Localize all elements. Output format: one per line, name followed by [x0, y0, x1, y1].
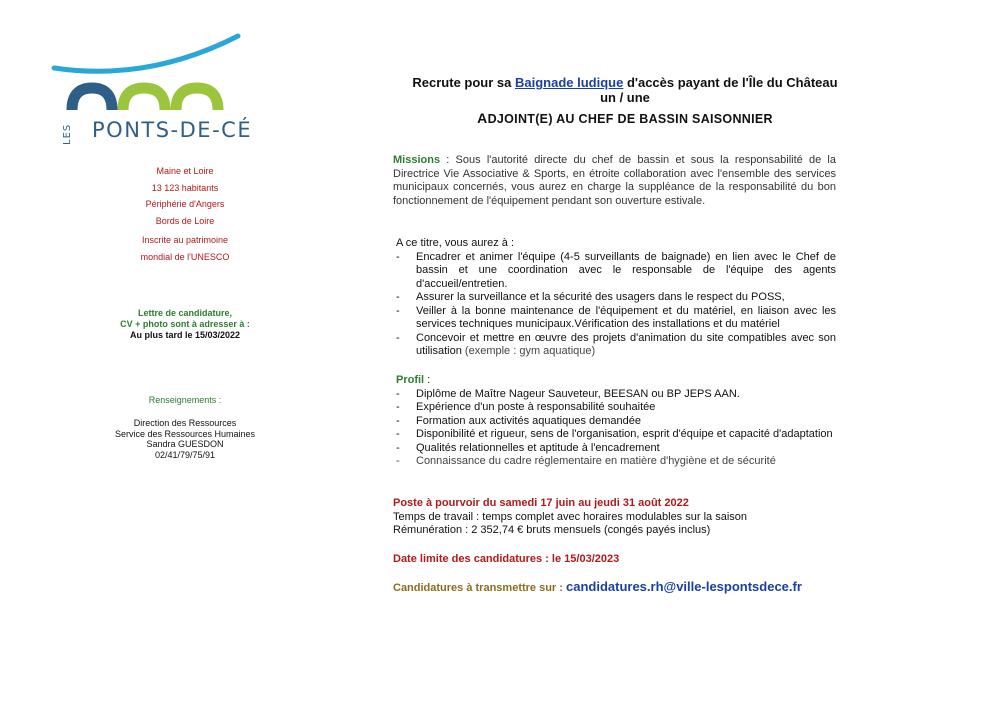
profile-item: - Expérience d'un poste à responsabilité souhaitée [393, 401, 836, 415]
tasks-section [393, 237, 836, 359]
apply-line-2: CV + photo sont à adresser à : [120, 319, 250, 329]
profile-label: Profil [396, 374, 425, 386]
task-item: - Assurer la surveillance et la sécurité des usagers dans le respect du POSS, [393, 291, 836, 305]
header-line-1: Recrute pour sa Baignade ludique d'accès payant de l'Île du Château [412, 75, 838, 90]
fact-location: Périphérie d'Angers [145, 199, 225, 209]
task-item: - Concevoir et mettre en œuvre des projets d'animation du site compatibles avec son utilisation (exemple : gym aquatique) [393, 332, 836, 359]
position-hours: Temps de travail : temps complet avec horaires modulables sur la saison [393, 510, 747, 523]
contact-person: Sandra GUESDON [146, 439, 224, 449]
profile-item: - Qualités relationnelles et aptitude à l'encadrement [393, 442, 836, 456]
contact-phone: 02/41/79/75/91 [154, 449, 216, 460]
application-label: Candidatures à transmettre sur : [393, 582, 566, 594]
application-contact [393, 580, 836, 596]
logo-les: LES [62, 123, 73, 145]
bridge-arches-icon [48, 30, 248, 125]
position-dates: Poste à pourvoir du samedi 17 juin au jeudi 31 août 2022 [393, 497, 689, 509]
position-details [393, 497, 836, 538]
position-salary: Rémunération : 2 352,74 € bruts mensuels (congés payés inclus) [393, 524, 711, 536]
application-instructions [100, 308, 270, 341]
profile-item: - Diplôme de Maître Nageur Sauveteur, BEESAN ou BP JEPS AAN. [393, 388, 836, 402]
contact-info [100, 392, 270, 460]
contact-direction: Direction des Ressources [133, 418, 237, 428]
missions-text: : Sous l'autorité directe du chef de bassin et sous la responsabilité de la Directrice Vie Associative & Sports, en étroite collaboration avec l'ensemble des services municipaux concernés, vous aurez en charge la suppléance de la responsabilité du bon fonctionnement de l'équipement pendant son ouverture estivale. [393, 154, 836, 207]
task-item: - Encadrer et animer l'équipe (4-5 surveillants de baignade) en lien avec le Chef de bassin et une coordination avec le responsable de l'équipe des agents d'accueil/entretien. [393, 251, 836, 292]
fact-river: Bords de Loire [155, 215, 215, 226]
city-facts [100, 163, 270, 265]
profile-item: - Formation aux activités aquatiques demandée [393, 415, 836, 429]
job-header [385, 75, 865, 126]
fact-unesco-1: Inscrite au patrimoine [141, 235, 229, 245]
fact-unesco-2: mondial de l'UNESCO [140, 251, 230, 262]
missions-label: Missions [393, 154, 441, 166]
job-title: ADJOINT(E) AU CHEF DE BASSIN SAISONNIER [477, 110, 773, 126]
apply-line-1: Lettre de candidature, [137, 308, 233, 318]
task-item: - Veiller à la bonne maintenance de l'équipement et du matériel, en liaison avec les services techniques municipaux.Vérification des installations et du matériel [393, 305, 836, 332]
logo-wordmark: PONTS-DE-CÉ [92, 118, 253, 142]
contact-title: Renseignements : [148, 395, 222, 405]
profile-item: - Disponibilité et rigueur, sens de l'organisation, esprit d'équipe et capacité d'adaptation [393, 428, 836, 442]
fact-region: Maine et Loire [156, 166, 214, 176]
profile-item: - Connaissance du cadre réglementaire en matière d'hygiène et de sécurité [393, 455, 836, 469]
fact-population: 13 123 habitants [151, 182, 219, 193]
baignade-link[interactable]: Baignade ludique [514, 75, 624, 90]
profile-section: Profil : - Diplôme de Maître Nageur Sauveteur, BEESAN ou BP JEPS AAN. - Expérience d'un poste à responsabilité souhaitée - Formation aux activités aquatiques demandée - Disponibilité et rigueur, sens de l'organisation, esprit d'équipe et capacité d'adaptation - Qualités relationnelles et aptitude à l'encadrement - Connaissance du cadre réglementaire en matière d'hygiène et de sécurité [393, 374, 836, 469]
application-email-link[interactable]: candidatures.rh@ville-lespontsdece.fr [566, 579, 802, 594]
contact-service: Service des Ressources Humaines [114, 428, 256, 439]
deadline: Date limite des candidatures : le 15/03/2023 [393, 553, 620, 565]
missions-section [393, 154, 836, 208]
tasks-intro: A ce titre, vous aurez à : [396, 237, 515, 249]
header-line-2: un / une [600, 90, 650, 105]
apply-deadline: Au plus tard le 15/03/2022 [129, 330, 241, 340]
